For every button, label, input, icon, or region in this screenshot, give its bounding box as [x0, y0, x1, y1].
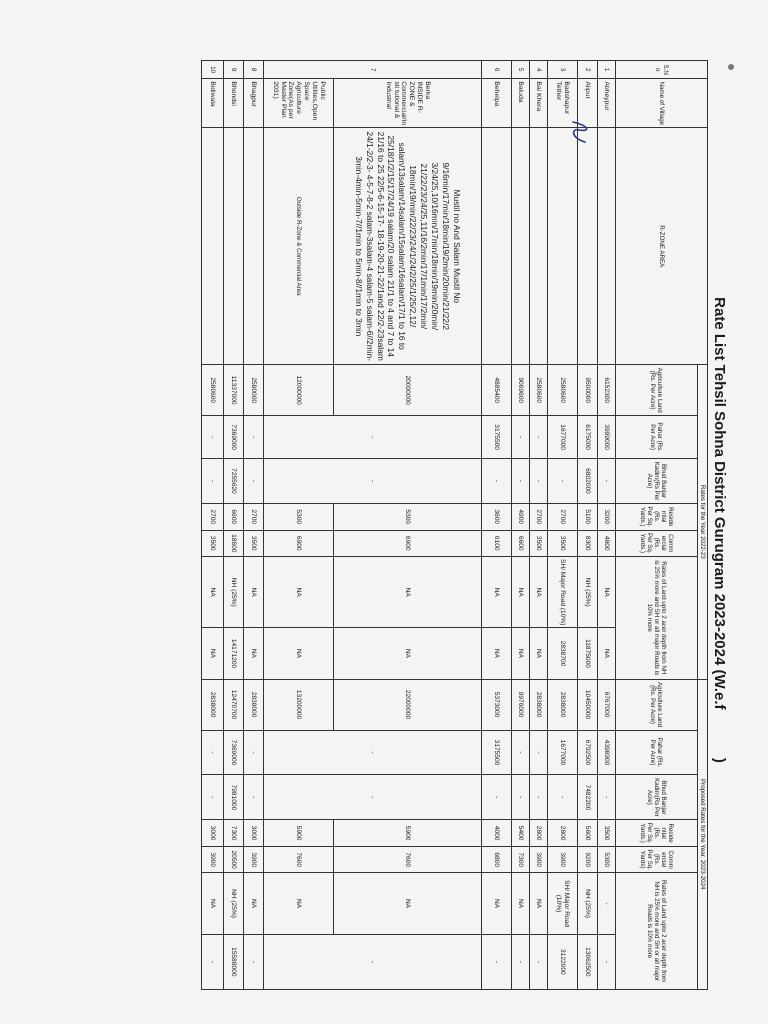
cell-zone	[223, 128, 243, 365]
cell-agri-proposed: 2838000	[243, 679, 263, 730]
village-name: Berka	[423, 81, 431, 100]
cell-road: SH/ Major Road (10%)	[547, 557, 577, 628]
cell-bhud: -	[201, 459, 223, 504]
cell-road-amount: NA	[201, 628, 223, 679]
cell-road-proposed: SH/ Major Road (10%)	[547, 873, 577, 934]
cell-comm-proposed: 5300	[597, 846, 615, 873]
page-title	[711, 150, 728, 910]
header-bhud-proposed: Bhud Banjar Kadim(Rs Per Acre)	[615, 775, 697, 820]
period-header-row	[697, 61, 707, 990]
cell-bhud: 7255620	[223, 459, 243, 504]
cell-road: NA	[511, 557, 529, 628]
cell-bhud-proposed: 7482200	[577, 775, 597, 820]
cell-sno: 8	[243, 61, 263, 79]
cell-comm-proposed: 7600	[263, 846, 333, 873]
cell-road-proposed: NA	[201, 873, 223, 934]
cell-comm-proposed: 3900	[243, 846, 263, 873]
cell-road: NH (25%)	[577, 557, 597, 628]
cell-pahar-proposed: 1677000	[547, 730, 577, 775]
cell-comm-proposed: 7300	[511, 846, 529, 873]
cell-khasra-list: Mustil no And Salam Mustil No 9/16min/17min/18min/19/2min/20min/21/22/2 3/24/25,10/16min/17min/18min/19min/20min/ 21/22/23/24/25,11/16/2min/17/1min/17/2min/ 18min/19/min/22/23/24/1/24/2/25/1/25/2,12/ salam/13salam/14salam/15salam/16salam/17/1 to 16 to 25/18/1/2/15/17/24/19 salam/20 salam 21/1 to 4 and 7 to 14 21/16 to 25 22/5-6-15-17- 18-19-20-21-22/1and 22/2-23salam 24/1-2/2-3- 4-5-7-8-2 salam-3salam-4 salam-5 salam-6//2min- 3min-4min-5min-7//1min to 5min-8//1min to 3min	[333, 128, 481, 365]
cell-zone	[481, 128, 511, 365]
cell-bhud: -	[529, 459, 547, 504]
cell-resi: 5300	[263, 503, 333, 530]
cell-road-proposed: -	[597, 873, 615, 934]
cell-road-amount-proposed: -	[481, 934, 511, 989]
cell-comm: 6100	[481, 530, 511, 557]
cell-road-amount-proposed: -	[597, 934, 615, 989]
cell-pahar: 3999000	[597, 416, 615, 459]
cell-comm: 18600	[223, 530, 243, 557]
cell-road-proposed: NH (25%)	[577, 873, 597, 934]
cell-road-amount-proposed: -	[201, 934, 223, 989]
cell-zone	[547, 128, 577, 365]
cell-pahar: 3175500	[481, 416, 511, 459]
cell-agri: 12000000	[263, 365, 333, 416]
cell-village: Baluda	[511, 79, 529, 128]
cell-sno: 5	[511, 61, 529, 79]
cell-resi-proposed: 3000	[201, 820, 223, 847]
cell-agri: 20000000	[333, 365, 481, 416]
cell-resi-proposed: 3000	[243, 820, 263, 847]
cell-road-amount-proposed: 15588000	[223, 934, 243, 989]
cell-agri: 2580600	[547, 365, 577, 416]
cell-road-proposed: NA	[511, 873, 529, 934]
cell-village: Bidiwala	[201, 79, 223, 128]
cell-pahar-proposed: 6792500	[577, 730, 597, 775]
cell-agri-proposed: 22000000	[333, 679, 481, 730]
cell-sno: 4	[529, 61, 547, 79]
cell-road-amount-proposed: 13062500	[577, 934, 597, 989]
cell-pahar: -	[511, 416, 529, 459]
cell-zone	[201, 128, 223, 365]
cell-agri: 2580000	[243, 365, 263, 416]
cell-bhud-proposed: -	[243, 775, 263, 820]
header-pahar: Pahar (Rs. Per Acre)	[615, 416, 697, 459]
cell-resi-proposed: 5400	[511, 820, 529, 847]
cell-road-proposed: NH (25%)	[223, 873, 243, 934]
cell-pahar-proposed: -	[529, 730, 547, 775]
cell-sno: 3	[547, 61, 577, 79]
cell-road: NA	[529, 557, 547, 628]
header-proposed-period: Proposed Rates for the Year, 2023-2024	[697, 679, 707, 989]
cell-agri: 2580600	[529, 365, 547, 416]
cell-road-proposed: NA	[333, 873, 481, 934]
handwritten-signature-mark	[567, 118, 593, 148]
cell-road-amount: 11875000	[577, 628, 597, 679]
cell-pahar-proposed: -	[263, 730, 481, 775]
cell-village: Badshapur Tether	[547, 79, 577, 128]
cell-village: Bhagpur	[243, 79, 263, 128]
cell-bhud-proposed: -	[511, 775, 529, 820]
cell-agri-proposed: 2838000	[201, 679, 223, 730]
cell-pahar: 7369000	[223, 416, 243, 459]
header-resi: Residential (Rs. Per Sq. Yards.)	[615, 503, 697, 530]
cell-road-amount: NA	[597, 628, 615, 679]
cell-road-amount: NA	[263, 628, 333, 679]
cell-road-amount-proposed: 3122000	[547, 934, 577, 989]
cell-road: NH (25%)	[223, 557, 243, 628]
cell-comm: 3500	[529, 530, 547, 557]
cell-resi: 5100	[577, 503, 597, 530]
header-zone: R-ZONE AREA	[615, 128, 707, 365]
cell-bhud: 6802000	[577, 459, 597, 504]
cell-bhud: -	[547, 459, 577, 504]
cell-agri: 6152300	[597, 365, 615, 416]
cell-sno: 6	[481, 61, 511, 79]
cell-comm-proposed: 3900	[529, 846, 547, 873]
header-agri: Agriculture Land (Rs. Per Acre)	[615, 365, 697, 416]
cell-resi-proposed: 5600	[577, 820, 597, 847]
cell-road-amount: NA	[333, 628, 481, 679]
cell-comm-proposed: 7600	[333, 846, 481, 873]
header-comm-proposed: Commercial (Rs. Per Sq. Yards)	[615, 846, 697, 873]
cell-resi: 5300	[333, 503, 481, 530]
cell-zone	[511, 128, 529, 365]
table-row	[547, 61, 577, 990]
cell-bhud-proposed: 7981000	[223, 775, 243, 820]
cell-comm: 6900	[263, 530, 333, 557]
cell-road: NA	[201, 557, 223, 628]
cell-agri-proposed: 9976000	[511, 679, 529, 730]
title-close: )	[711, 757, 728, 763]
scan-mark	[728, 64, 734, 70]
cell-comm-proposed: 6800	[481, 846, 511, 873]
header-current-period: Rates for the Year 2022-23	[697, 365, 707, 679]
cell-bhud: -	[597, 459, 615, 504]
cell-comm: 4800	[597, 530, 615, 557]
cell-zone	[577, 128, 597, 365]
cell-agri-proposed: 5373000	[481, 679, 511, 730]
table-row	[201, 61, 223, 990]
cell-sno: 10	[201, 61, 223, 79]
table-row	[597, 61, 615, 990]
cell-zone	[529, 128, 547, 365]
header-village: Name of Village	[615, 79, 707, 128]
cell-road-amount-proposed: -	[511, 934, 529, 989]
cell-road: NA	[243, 557, 263, 628]
cell-road-amount: 2838700	[547, 628, 577, 679]
cell-zone-outside: Outside R-Zone & Commercial Area	[263, 128, 333, 365]
table-row	[481, 61, 511, 990]
cell-pahar: -	[201, 416, 223, 459]
cell-comm-proposed: 20500	[223, 846, 243, 873]
cell-resi: 2700	[243, 503, 263, 530]
cell-comm: 3500	[201, 530, 223, 557]
cell-bhud: -	[481, 459, 511, 504]
cell-road-amount: NA	[481, 628, 511, 679]
cell-resi-proposed: 5900	[333, 820, 481, 847]
cell-comm: 3500	[243, 530, 263, 557]
cell-sno: 7	[263, 61, 481, 79]
cell-comm: 6900	[333, 530, 481, 557]
cell-zone	[597, 128, 615, 365]
cell-pahar: -	[263, 416, 481, 459]
cell-road-proposed: NA	[243, 873, 263, 934]
cell-pahar-proposed: 7369000	[223, 730, 243, 775]
cell-agri: 11337000	[223, 365, 243, 416]
cell-road-amount-proposed: -	[243, 934, 263, 989]
table-row-berka	[333, 61, 481, 990]
cell-resi-proposed: 3500	[597, 820, 615, 847]
cell-pahar: -	[529, 416, 547, 459]
cell-comm: 3500	[547, 530, 577, 557]
cell-road-proposed: NA	[529, 873, 547, 934]
cell-comm-proposed: 9200	[577, 846, 597, 873]
cell-road-proposed: NA	[481, 873, 511, 934]
cell-comm: 6600	[511, 530, 529, 557]
cell-bhud: -	[511, 459, 529, 504]
header-resi-proposed: Residential (Rs. Per Sq. Yards.)	[615, 820, 697, 847]
cell-agri-proposed: 13200000	[263, 679, 333, 730]
cell-agri-proposed: 2838000	[547, 679, 577, 730]
cell-village: Behelpa	[481, 79, 511, 128]
cell-sno: 2	[577, 61, 597, 79]
table-row	[511, 61, 529, 990]
cell-agri: 4885400	[481, 365, 511, 416]
cell-road: NA	[597, 557, 615, 628]
cell-pahar: 6175000	[577, 416, 597, 459]
cell-pahar-proposed: 4398900	[597, 730, 615, 775]
cell-resi: 3600	[481, 503, 511, 530]
cell-pahar-proposed: -	[201, 730, 223, 775]
header-sno: S.No	[615, 61, 707, 79]
cell-comm: 8300	[577, 530, 597, 557]
cell-resi-proposed: 2800	[529, 820, 547, 847]
cell-sno: 1	[597, 61, 615, 79]
cell-agri: 9069600	[511, 365, 529, 416]
cell-pahar: 1677000	[547, 416, 577, 459]
cell-resi: 6600	[223, 503, 243, 530]
cell-agri: 9500000	[577, 365, 597, 416]
cell-road-amount: 14171200	[223, 628, 243, 679]
cell-resi-proposed: 5900	[263, 820, 333, 847]
table-row-berka-outside	[263, 61, 333, 990]
cell-bhud-proposed: -	[597, 775, 615, 820]
cell-bhud-proposed: -	[529, 775, 547, 820]
cell-resi-proposed: 2800	[547, 820, 577, 847]
cell-pahar-proposed: 3175500	[481, 730, 511, 775]
cell-resi-proposed: 7300	[223, 820, 243, 847]
cell-village	[333, 79, 481, 128]
cell-road-amount: NA	[511, 628, 529, 679]
cell-agri-proposed: 10450000	[577, 679, 597, 730]
table-row	[577, 61, 597, 990]
cell-road: NA	[481, 557, 511, 628]
cell-pahar-proposed: -	[511, 730, 529, 775]
cell-road-proposed: NA	[263, 873, 333, 934]
cell-road: NA	[333, 557, 481, 628]
zone-inside-label: INSIDE R-ZONE & Commercial/Insti tutional & Industrial	[384, 81, 423, 126]
header-road-current: Rates of Land upto 2 acer depth from NH is 25% more and SH or all major Roads is 10% more	[615, 557, 697, 679]
rate-table	[201, 60, 708, 990]
cell-village: Bhondsi	[223, 79, 243, 128]
cell-bhud: -	[263, 459, 481, 504]
cell-road-amount-proposed: -	[263, 934, 481, 989]
cell-village: Bai Khera	[529, 79, 547, 128]
cell-resi: 2700	[529, 503, 547, 530]
cell-bhud: -	[243, 459, 263, 504]
cell-village: Abheypur	[597, 79, 615, 128]
cell-zone	[243, 128, 263, 365]
header-bhud: Bhud Banjar Kadim(Rs Per Acre)	[615, 459, 697, 504]
cell-road-amount: NA	[529, 628, 547, 679]
cell-agri: 2580600	[201, 365, 223, 416]
cell-resi: 2700	[201, 503, 223, 530]
cell-resi: 3200	[597, 503, 615, 530]
cell-comm-proposed: 3900	[201, 846, 223, 873]
cell-agri-proposed: 12470700	[223, 679, 243, 730]
cell-road-amount-proposed: -	[529, 934, 547, 989]
cell-comm-proposed: 3900	[547, 846, 577, 873]
table-row	[243, 61, 263, 990]
cell-bhud-proposed: -	[481, 775, 511, 820]
cell-pahar-proposed: -	[243, 730, 263, 775]
cell-road: NA	[263, 557, 333, 628]
cell-bhud-proposed: -	[263, 775, 481, 820]
cell-bhud-proposed: -	[547, 775, 577, 820]
header-agri-proposed: Agriculture Land (Rs. Per Acre)	[615, 679, 697, 730]
cell-agri-proposed: 2838000	[529, 679, 547, 730]
header-road-proposed: Rates of Land upto 2 acer depth from NH is 25% more and SH or all major Roads is 10% more	[615, 873, 697, 990]
cell-road-amount: NA	[243, 628, 263, 679]
header-comm: Commercial (Rs. Per Sq. Yards.)	[615, 530, 697, 557]
header-pahar-proposed: Pahar (Rs. Per Acre)	[615, 730, 697, 775]
cell-resi-proposed: 4000	[481, 820, 511, 847]
table-row	[223, 61, 243, 990]
cell-pahar: -	[243, 416, 263, 459]
table-row	[529, 61, 547, 990]
cell-agri-proposed: 6767000	[597, 679, 615, 730]
cell-village: Alipur	[577, 79, 597, 128]
cell-zone-public: Public Utilites,Open Space Agriculture Zone(As per Master Plan 2031)	[263, 79, 333, 128]
cell-resi: 4900	[511, 503, 529, 530]
cell-sno: 9	[223, 61, 243, 79]
cell-bhud-proposed: -	[201, 775, 223, 820]
title-text: Rate List Tehsil Sohna District Gurugram 2023-2024 (W.e.f	[711, 297, 728, 710]
cell-resi: 2700	[547, 503, 577, 530]
